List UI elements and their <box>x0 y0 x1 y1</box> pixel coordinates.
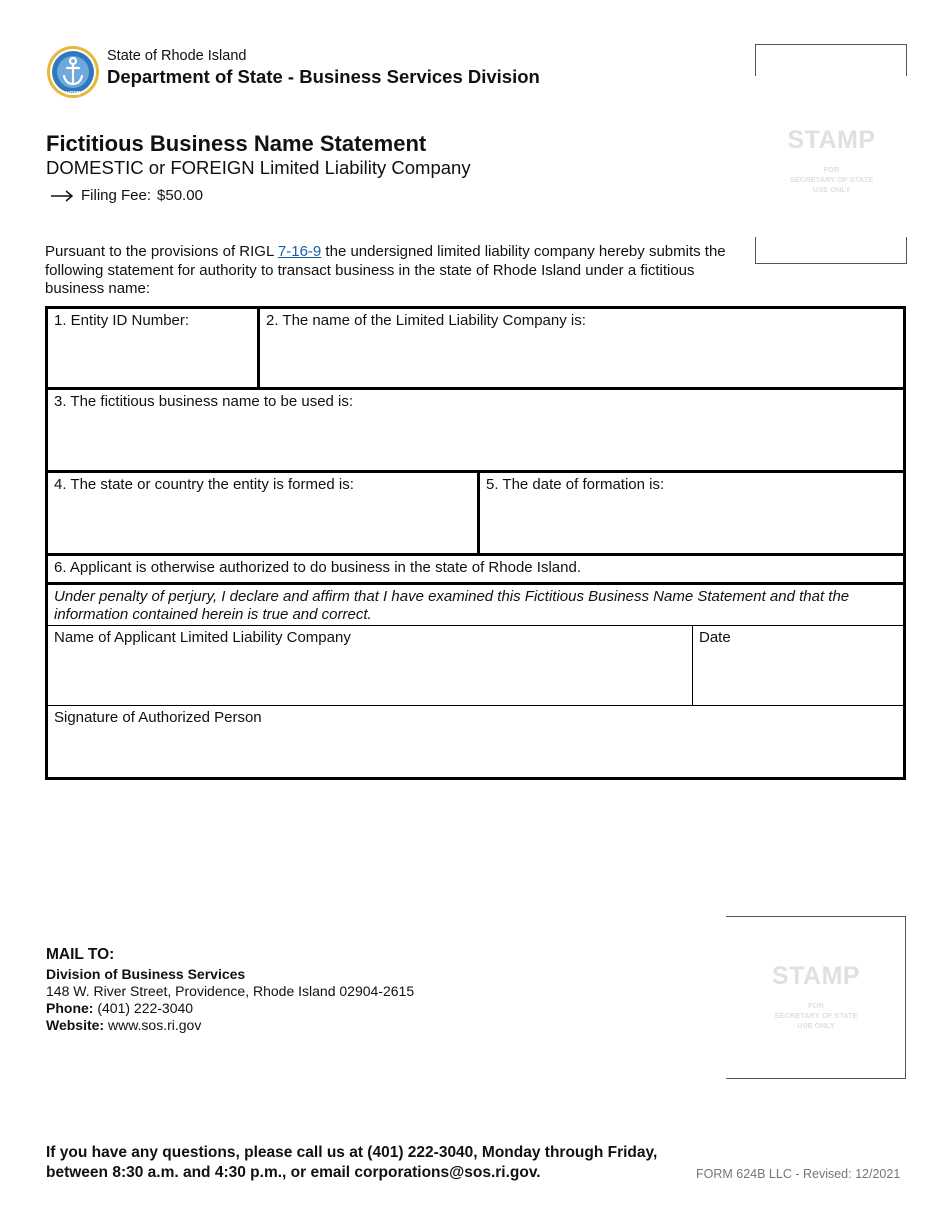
perjury-text: Under penalty of perjury, I declare and affirm that I have examined this Fictitious Business Name Statement and that the information contained herein is true and correct. <box>54 588 850 623</box>
questions-notice: If you have any questions, please call us at (401) 222-3040, Monday through Friday, between 8:30 a.m. and 4:30 p.m., or email corporations@sos.ri.gov. <box>46 1144 658 1181</box>
applicant-name-label: Name of Applicant Limited Liability Company <box>54 629 351 646</box>
mail-phone-label: Phone: <box>46 1000 94 1016</box>
entity-id-label: 1. Entity ID Number: <box>54 312 190 329</box>
mail-address-block <box>46 966 414 1034</box>
rigl-link[interactable]: 7-16-9 <box>277 243 322 260</box>
stamp-area-top <box>755 44 908 265</box>
stamp-line2: SECRETARY OF STATE <box>774 1011 858 1020</box>
mail-website: www.sos.ri.gov <box>107 1017 202 1033</box>
mail-to-title: MAIL TO: <box>46 946 115 963</box>
applicant-name-field[interactable] <box>48 626 692 705</box>
signature-label: Signature of Authorized Person <box>54 709 262 726</box>
stamp-label-bottom <box>726 962 906 1031</box>
stamp-line3: USE ONLY <box>797 1021 835 1030</box>
perjury-statement <box>48 585 903 625</box>
state-seal <box>46 45 100 99</box>
state-country-label: 4. The state or country the entity is formed is: <box>54 476 354 493</box>
fictitious-name-label: 3. The fictitious business name to be used is: <box>54 393 354 410</box>
stamp-line2: SECRETARY OF STATE <box>789 175 874 184</box>
seal-motto: HOPE <box>65 91 81 97</box>
date-field[interactable] <box>693 626 903 705</box>
fictitious-name-field[interactable] <box>48 390 903 470</box>
stamp-corner-bottom <box>755 237 907 264</box>
stamp-line3: USE ONLY <box>812 185 851 194</box>
stamp-label-top <box>755 126 908 195</box>
filing-fee <box>50 187 203 204</box>
mail-website-label: Website: <box>46 1017 105 1033</box>
stamp-word: STAMP <box>787 126 876 154</box>
form-subtitle: DOMESTIC or FOREIGN Limited Liability Company <box>46 157 471 178</box>
stamp-line1: FOR <box>808 1001 824 1010</box>
entity-id-field[interactable] <box>48 309 257 387</box>
mail-division: Division of Business Services <box>46 966 246 982</box>
stamp-word: STAMP <box>771 962 861 990</box>
authorized-statement <box>48 556 903 582</box>
llc-name-label: 2. The name of the Limited Liability Company is: <box>266 312 586 329</box>
mail-address: 148 W. River Street, Providence, Rhode Island 02904-2615 <box>46 983 415 999</box>
filing-fee-amount: $50.00 <box>157 187 203 204</box>
agency-name: Department of State - Business Services Division <box>107 66 540 87</box>
formation-date-label: 5. The date of formation is: <box>486 476 665 493</box>
authorized-label: 6. Applicant is otherwise authorized to do business in the state of Rhode Island. <box>54 559 581 576</box>
state-name: State of Rhode Island <box>107 48 247 64</box>
mail-phone: (401) 222-3040 <box>97 1000 194 1016</box>
stamp-area-bottom <box>726 916 906 1079</box>
form-title: Fictitious Business Name Statement <box>46 131 427 156</box>
form-table <box>45 306 906 780</box>
signature-field[interactable] <box>48 706 903 777</box>
state-country-field[interactable] <box>48 473 477 553</box>
form-id: FORM 624B LLC - Revised: 12/2021 <box>696 1167 901 1181</box>
filing-fee-label: Filing Fee: <box>81 187 152 204</box>
llc-name-field[interactable] <box>260 309 903 387</box>
stamp-line1: FOR <box>823 165 840 174</box>
arrow-right-icon <box>50 190 74 202</box>
stamp-corner-top <box>755 44 907 76</box>
intro-text-after: the undersigned limited liability company hereby submits the following statement for authority to transact business in the state of Rhode Island under a fictitious business name: <box>45 243 726 297</box>
intro-paragraph <box>45 243 745 299</box>
intro-text-before: Pursuant to the provisions of RIGL <box>45 243 278 260</box>
date-label: Date <box>699 629 731 646</box>
formation-date-field[interactable] <box>480 473 903 553</box>
